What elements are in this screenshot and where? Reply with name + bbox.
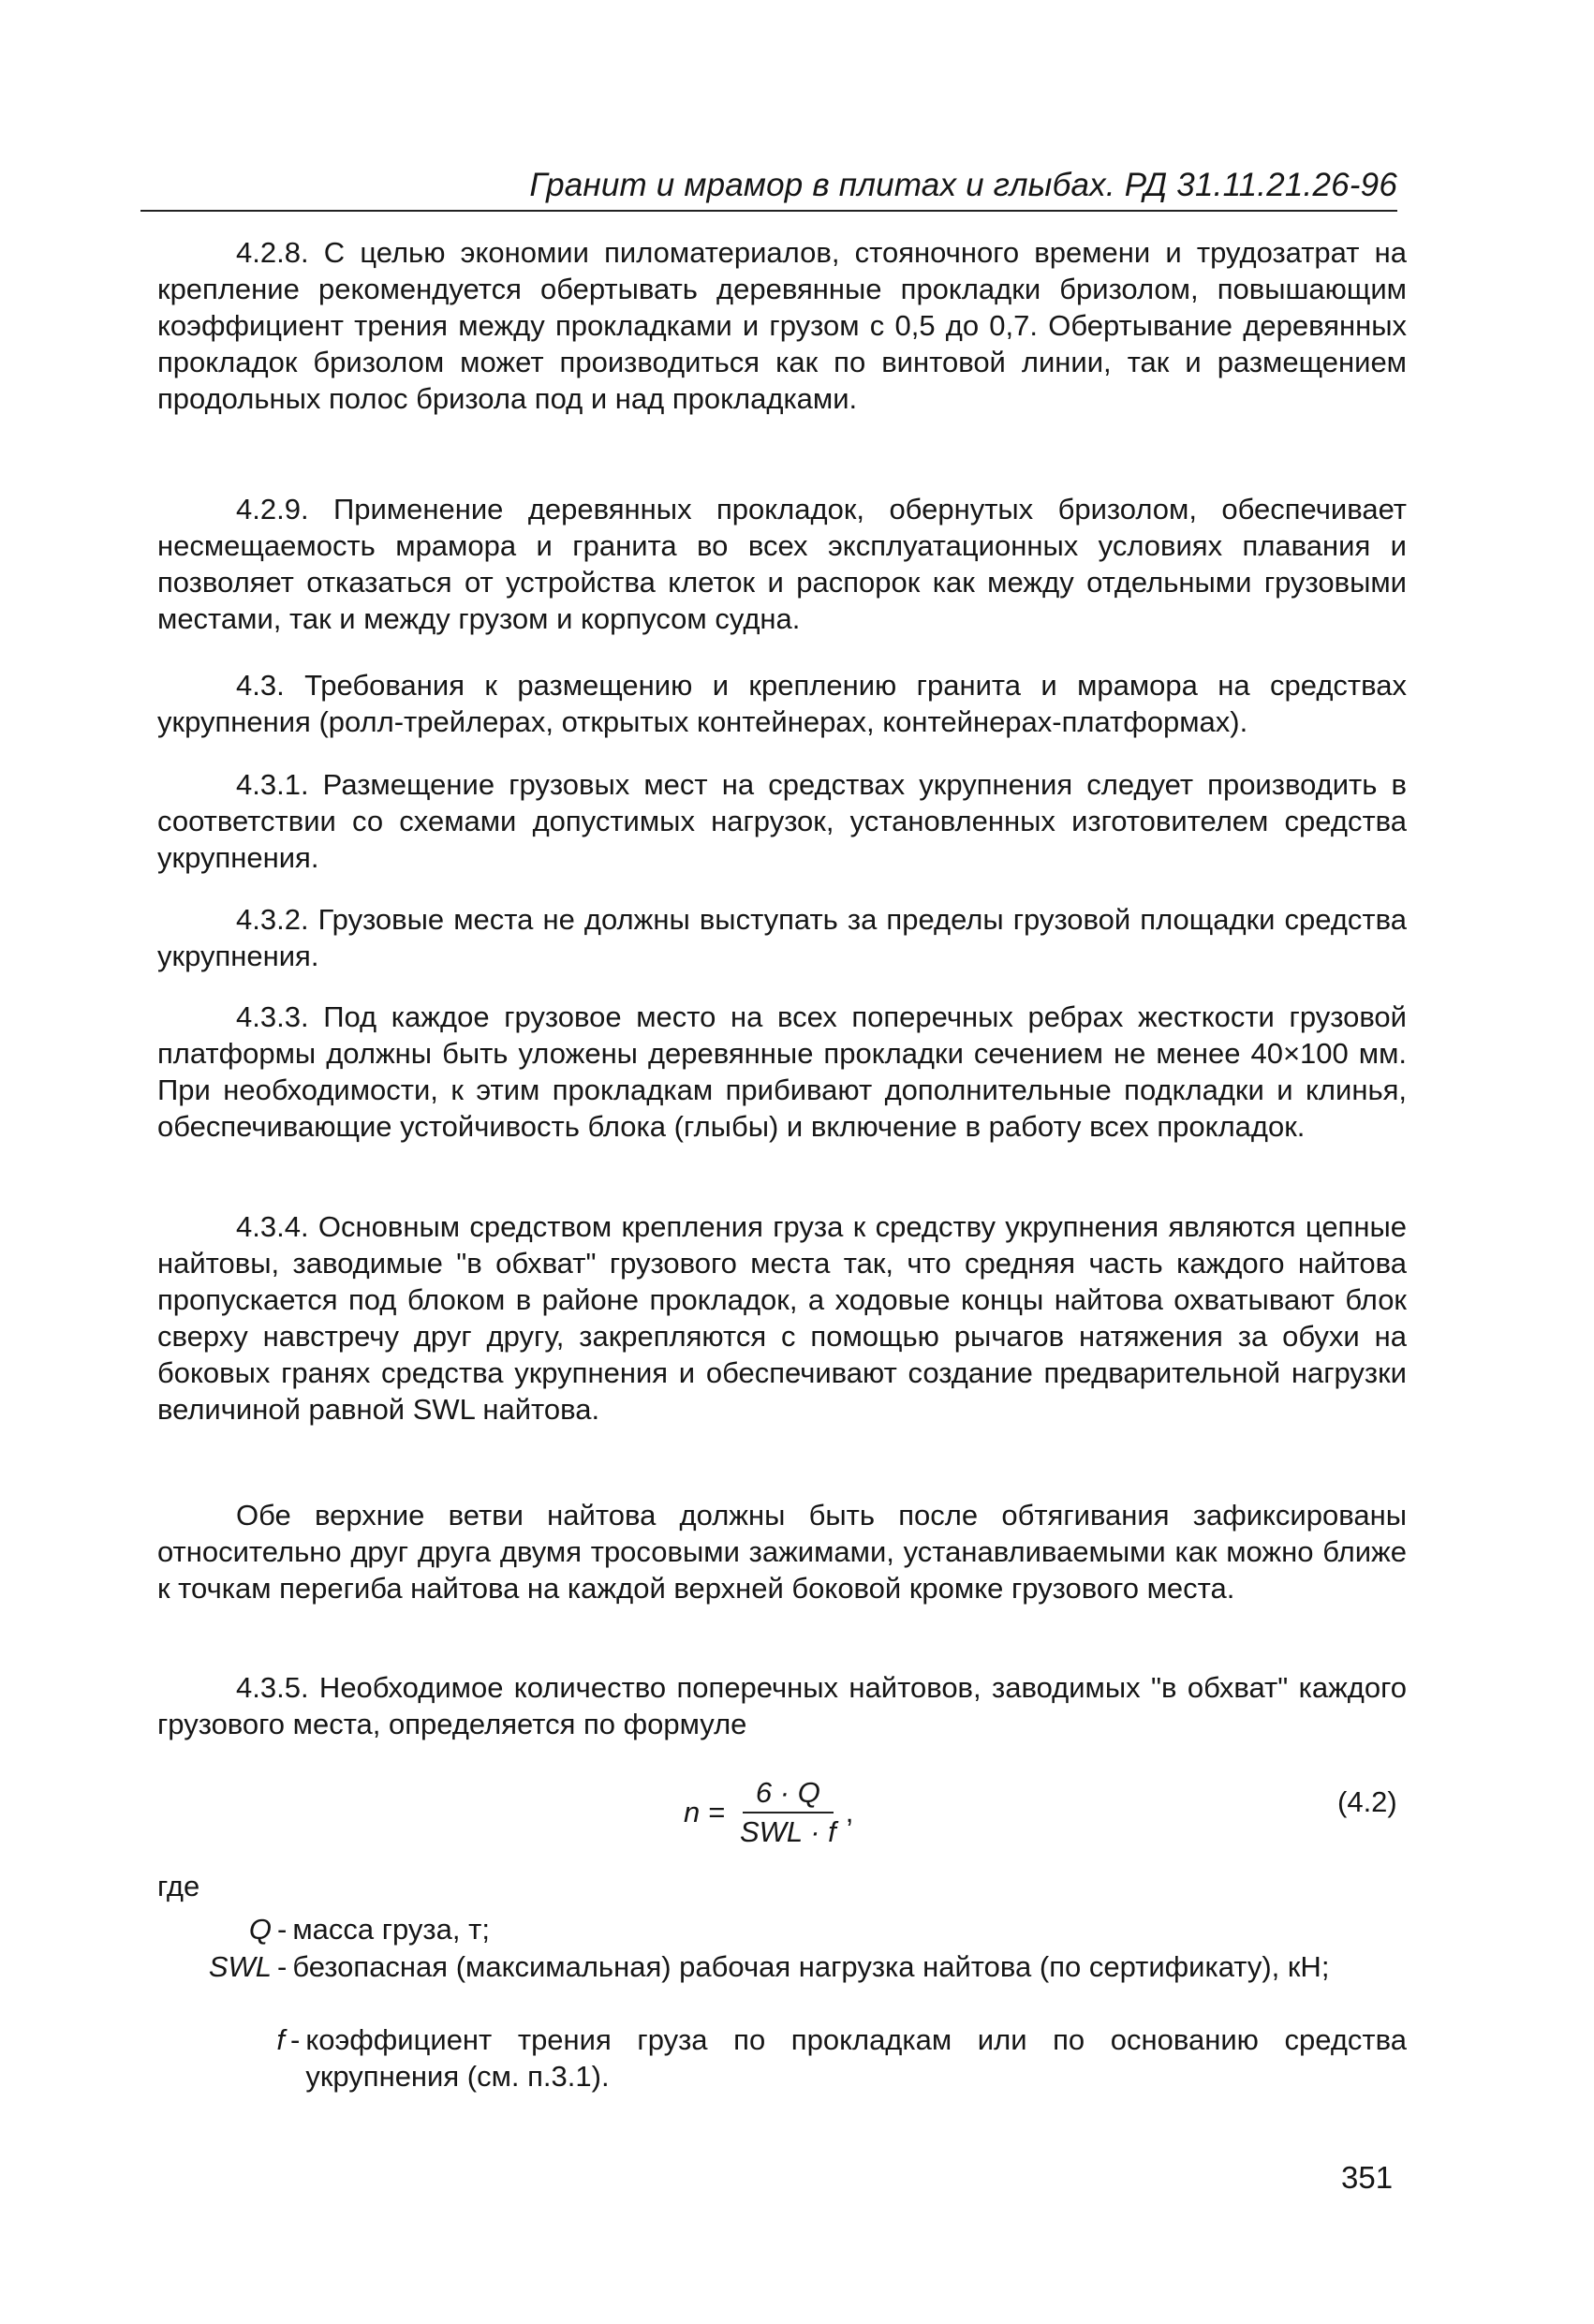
paragraph-4-3-1: 4.3.1. Размещение грузовых мест на средствах укрупнения следует производить в соответствии со схемами допустимых нагрузок, установленных изготовителем средства укрупнения.	[157, 768, 1407, 874]
definition-symbol: Q	[248, 1913, 272, 1946]
definition-f: f - коэффициент трения груза по прокладкам или по основанию средства укрупнения (см. п.3.1).	[217, 2021, 1407, 2095]
paragraph-4-3-2: 4.3.2. Грузовые места не должны выступать за пределы грузовой площадки средства укрупнения.	[157, 903, 1407, 972]
running-header	[140, 167, 1397, 212]
formula-numerator: 6 · Q	[743, 1776, 834, 1813]
paragraph-4-3-5: 4.3.5. Необходимое количество поперечных найтовов, заводимых "в обхват" каждого грузового места, определяется по формуле	[157, 1671, 1407, 1740]
definition-swl: SWL - безопасная (максимальная) рабочая нагрузка найтова (по сертификату), кН;	[185, 1948, 1407, 1985]
paragraph-chain-clamps: Обе верхние ветви найтова должны быть после обтягивания зафиксированы относительно друг друга двумя тросовыми зажимами, устанавливаемыми как можно ближе к точкам перегиба найтова на каждой верхней боковой кромке грузового места.	[157, 1499, 1407, 1605]
paragraph-4-3-4: 4.3.4. Основным средством крепления груза к средству укрупнения являются цепные найтовы, заводимые "в обхват" грузового места так, что средняя часть каждого найтова пропускается под блоком в районе прокладок, а ходовые концы найтова охватывают блок сверху навстречу друг другу, закрепляются с помощью рычагов натяжения за обухи на боковых гранях средства укрупнения и обеспечивают создание предварительной нагрузки величиной равной SWL найтова.	[157, 1210, 1407, 1426]
paragraph-4-2-8: 4.2.8. С целью экономии пиломатериалов, стояночного времени и трудозатрат на крепление рекомендуется обертывать деревянные прокладки бризолом, повышающим коэффициент трения между прокладками и грузом с 0,5 до 0,7. Обертывание деревянных прокладок бризолом может производиться как по винтовой линии, так и размещением продольных полос бризола под и над прокладками.	[157, 236, 1407, 415]
header-title: Гранит и мрамор в плитах и глыбах. РД 31.11.21.26-96	[529, 167, 1397, 203]
definition-symbol: f	[276, 2023, 285, 2056]
formula-fraction	[740, 1776, 836, 1849]
formula-denominator: SWL · f	[739, 1815, 836, 1848]
equation-number: (4.2)	[1337, 1785, 1397, 1818]
paragraph-4-3-3: 4.3.3. Под каждое грузовое место на всех поперечных ребрах жесткости грузовой платформы должны быть уложены деревянные прокладки сечением не менее 40×100 мм. При необходимости, к этим прокладкам прибивают дополнительные подкладки и клинья, обеспечивающие устойчивость блока (глыбы) и включение в работу всех прокладок.	[157, 1000, 1407, 1143]
section-heading-4-3: 4.3. Требования к размещению и креплению гранита и мрамора на средствах укрупнения (ролл-трейлерах, открытых контейнерах, контейнерах-платформах).	[157, 669, 1407, 738]
paragraph-4-2-9: 4.2.9. Применение деревянных прокладок, обернутых бризолом, обеспечивает несмещаемость мрамора и гранита во всех эксплуатационных условиях плавания и позволяет отказаться от устройства клеток и распорок как между отдельными грузовыми местами, так и между грузом и корпусом судна.	[157, 493, 1407, 635]
definition-text: безопасная (максимальная) рабочая нагрузка найтова (по сертификату), кН;	[292, 1950, 1330, 1983]
definition-q: Q - масса груза, т;	[185, 1911, 1407, 1947]
definition-text: масса груза, т;	[292, 1913, 490, 1946]
definition-symbol: SWL	[208, 1950, 272, 1983]
where-label: где	[157, 1870, 200, 1902]
definition-text: коэффициент трения груза по прокладкам или по основанию средства укрупнения (см. п.3.1).	[305, 2023, 1407, 2093]
formula-lhs: n =	[684, 1796, 725, 1828]
formula-4-2	[684, 1776, 853, 1849]
formula-comma: ,	[845, 1796, 854, 1828]
page-number: 351	[1341, 2160, 1394, 2195]
